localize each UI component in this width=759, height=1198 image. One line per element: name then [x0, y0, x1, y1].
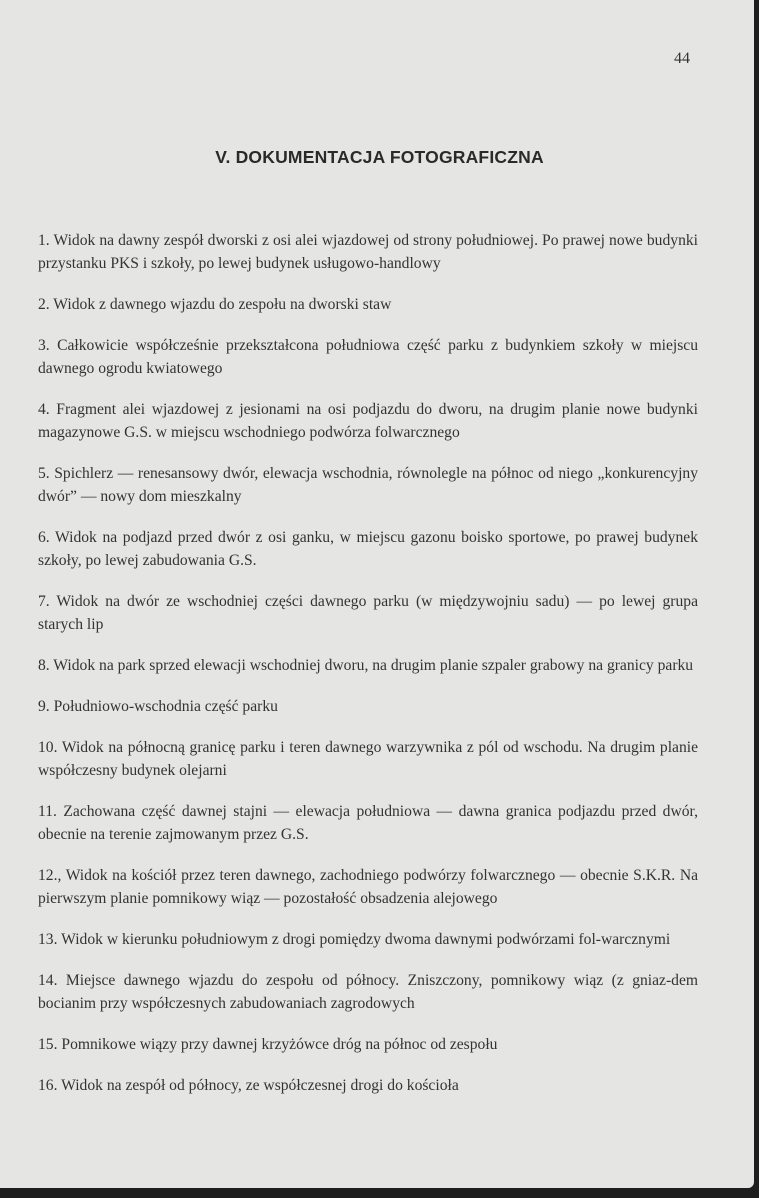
caption-item: 9. Południowo-wschodnia część parku: [38, 698, 278, 715]
caption-item: 10. Widok na północną granicę parku i teren dawnego warzywnika z pól od wschodu. Na drugim planie współczesny budynek olejarni: [38, 739, 698, 779]
caption-item: 15. Pomnikowe wiązy przy dawnej krzyżówce dróg na północ od zespołu: [38, 1036, 498, 1053]
caption-item: 11. Zachowana część dawnej stajni — elewacja południowa — dawna granica podjazdu przed dwór, obecnie na terenie zajmowanym przez G.S.: [38, 803, 698, 843]
caption-item: 6. Widok na podjazd przed dwór z osi ganku, w miejscu gazonu boisko sportowe, po prawej budynek szkoły, po lewej zabudowania G.S.: [38, 529, 698, 569]
page-number: 44: [674, 50, 690, 67]
caption-item: 14. Miejsce dawnego wjazdu do zespołu od północy. Zniszczony, pomnikowy wiąz (z gniaz-dem bocianim przy współczesnych zabudowaniach zagrodowych: [38, 972, 698, 1012]
caption-item: 7. Widok na dwór ze wschodniej części dawnego parku (w międzywojniu sadu) — po lewej grupa starych lip: [38, 593, 698, 633]
caption-item: 4. Fragment alei wjazdowej z jesionami na osi podjazdu do dworu, na drugim planie nowe budynki magazynowe G.S. w miejscu wschodniego podwórza folwarcznego: [38, 401, 698, 441]
caption-item: 16. Widok na zespół od północy, ze współczesnej drogi do kościoła: [38, 1077, 459, 1094]
caption-item: 3. Całkowicie współcześnie przekształcona południowa część parku z budynkiem szkoły w miejscu dawnego ogrodu kwiatowego: [38, 337, 698, 377]
caption-item: 2. Widok z dawnego wjazdu do zespołu na dworski staw: [38, 296, 392, 313]
caption-item: 13. Widok w kierunku południowym z drogi pomiędzy dwoma dawnymi podwórzami fol-warcznymi: [38, 931, 671, 948]
caption-item: 8. Widok na park sprzed elewacji wschodniej dworu, na drugim planie szpaler grabowy na granicy parku: [38, 657, 694, 674]
caption-item: 5. Spichlerz — renesansowy dwór, elewacja wschodnia, równolegle na północ od niego „konkurencyjny dwór” — nowy dom mieszkalny: [38, 465, 698, 505]
caption-item: 1. Widok na dawny zespół dworski z osi alei wjazdowej od strony południowej. Po prawej nowe budynki przystanku PKS i szkoły, po lewej budynek usługowo-handlowy: [38, 232, 698, 272]
caption-item: 12., Widok na kościół przez teren dawnego, zachodniego podwórzy folwarcznego — obecnie S.K.R. Na pierwszym planie pomnikowy wiąz — pozostałość obsadzenia alejowego: [38, 867, 698, 907]
photo-caption-list: [38, 229, 698, 1115]
section-title: V. DOKUMENTACJA FOTOGRAFICZNA: [215, 147, 544, 167]
